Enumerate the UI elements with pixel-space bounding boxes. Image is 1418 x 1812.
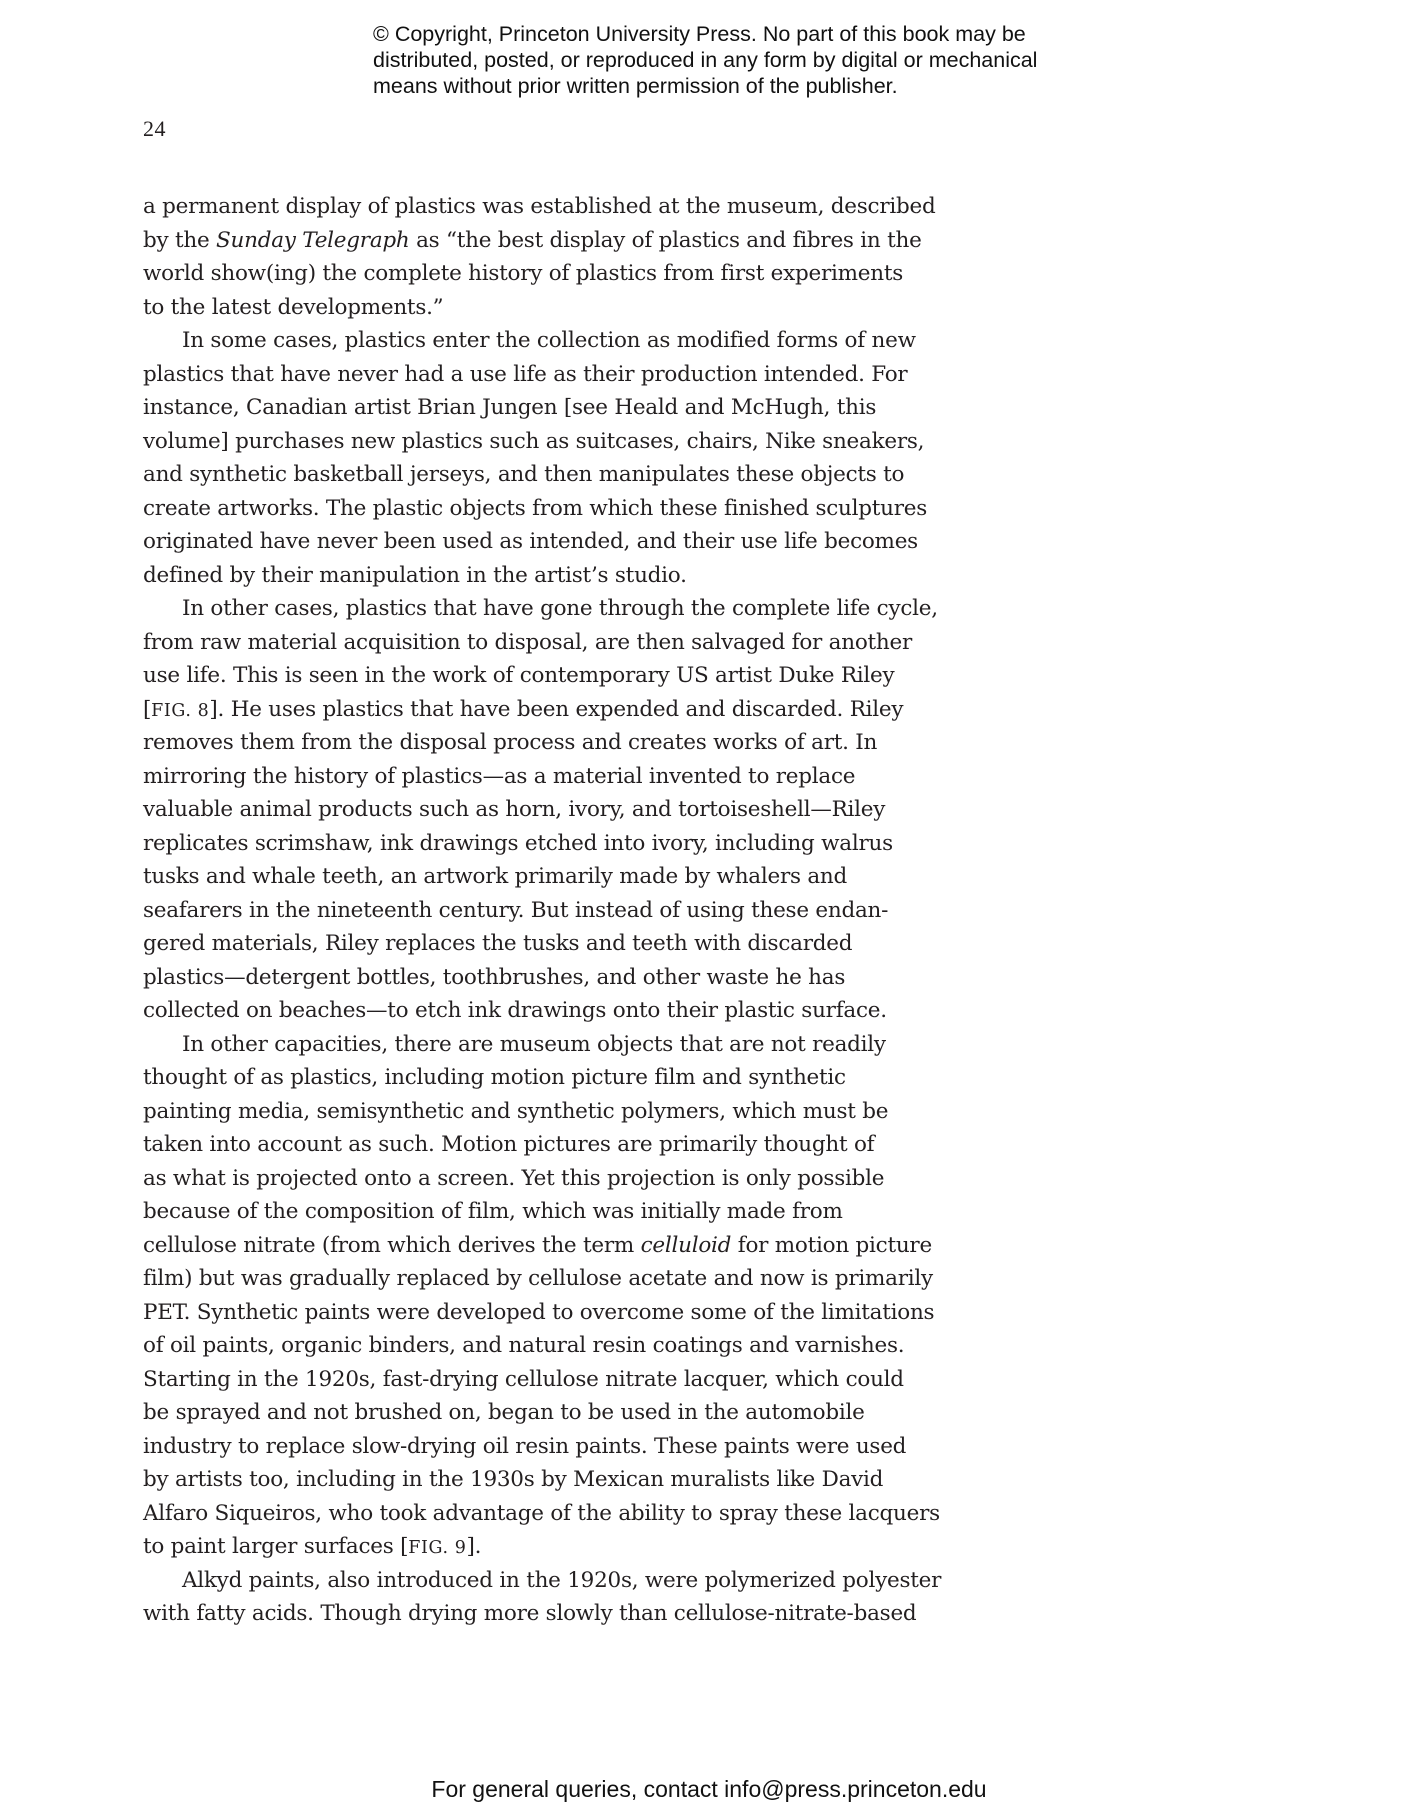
text-line (143, 1229, 983, 1263)
text-line (143, 793, 983, 827)
text-segment: replicates scrimshaw, ink drawings etched into ivory, including walrus (143, 830, 893, 856)
text-segment: as what is projected onto a screen. Yet this projection is only possible (143, 1165, 885, 1191)
text-segment: industry to replace slow-drying oil resin paints. These paints were used (143, 1433, 907, 1459)
text-segment: of oil paints, organic binders, and natural resin coatings and varnishes. (143, 1333, 905, 1358)
figure-reference: FIG. 8 (151, 700, 210, 721)
text-line (143, 1128, 983, 1162)
text-segment: Alfaro Siqueiros, who took advantage of the ability to spray these lacquers (143, 1500, 940, 1526)
text-line (143, 894, 983, 928)
text-segment: valuable animal products such as horn, ivory, and tortoiseshell—Riley (143, 797, 886, 822)
text-segment: plastics that have never had a use life as their production intended. For (143, 361, 908, 387)
text-segment: In other capacities, there are museum objects that are not readily (182, 1031, 886, 1057)
text-segment: with fatty acids. Though drying more slowly than cellulose-nitrate-based (143, 1601, 917, 1626)
body-text (143, 190, 983, 1631)
text-segment: ]. He uses plastics that have been expended and discarded. Riley (209, 696, 904, 722)
page-number: 24 (143, 116, 166, 141)
text-line (143, 1463, 983, 1497)
copyright-line: © Copyright, Princeton University Press. No part of this book may be (373, 22, 1026, 46)
text-segment: by artists too, including in the 1930s by Mexican muralists like David (143, 1467, 884, 1492)
text-segment: [ (143, 696, 152, 722)
paragraph-first-line (143, 324, 983, 358)
text-segment: PET. Synthetic paints were developed to overcome some of the limitations (143, 1299, 935, 1325)
text-line (143, 1396, 983, 1430)
text-segment: to the latest developments.” (143, 294, 444, 320)
text-segment: world show(ing) the complete history of plastics from first experiments (143, 261, 904, 286)
text-line (143, 1296, 983, 1330)
text-line (143, 425, 983, 459)
text-line (143, 1195, 983, 1229)
text-segment: collected on beaches—to etch ink drawings onto their plastic surface. (143, 998, 887, 1023)
text-segment: as “the best display of plastics and fibres in the (409, 227, 922, 253)
text-segment: from raw material acquisition to disposal, are then salvaged for another (143, 629, 913, 655)
text-line (143, 1061, 983, 1095)
text-line (143, 257, 983, 291)
text-segment: for motion picture (731, 1232, 932, 1258)
text-line (143, 927, 983, 961)
text-line (143, 827, 983, 861)
text-line (143, 961, 983, 995)
text-line (143, 358, 983, 392)
text-segment: create artworks. The plastic objects from which these finished sculptures (143, 495, 928, 521)
text-line (143, 726, 983, 760)
text-segment: because of the composition of film, which was initially made from (143, 1199, 843, 1224)
text-line (143, 391, 983, 425)
text-segment: seafarers in the nineteenth century. But instead of using these endan- (143, 897, 889, 923)
text-segment: use life. This is seen in the work of contemporary US artist Duke Riley (143, 663, 895, 688)
text-line (143, 1430, 983, 1464)
text-segment: a permanent display of plastics was established at the museum, described (143, 194, 936, 219)
text-line (143, 559, 983, 593)
text-line (143, 525, 983, 559)
text-segment: originated have never been used as intended, and their use life becomes (143, 529, 918, 554)
text-segment: plastics—detergent bottles, toothbrushes, and other waste he has (143, 964, 846, 990)
text-line (143, 1530, 983, 1564)
text-line (143, 1095, 983, 1129)
text-segment: removes them from the disposal process and creates works of art. In (143, 730, 878, 755)
text-segment: ]. (466, 1534, 482, 1559)
text-segment: cellulose nitrate (from which derives the term (143, 1232, 641, 1258)
text-segment: volume] purchases new plastics such as suitcases, chairs, Nike sneakers, (143, 428, 925, 454)
text-segment: mirroring the history of plastics—as a material invented to replace (143, 763, 856, 789)
text-line (143, 626, 983, 660)
paragraph-first-line (143, 592, 983, 626)
text-segment: painting media, semisynthetic and synthetic polymers, which must be (143, 1098, 889, 1124)
text-segment: be sprayed and not brushed on, began to be used in the automobile (143, 1400, 865, 1425)
text-line (143, 1262, 983, 1296)
text-segment: and synthetic basketball jerseys, and then manipulates these objects to (143, 462, 905, 487)
text-line (143, 1363, 983, 1397)
text-line (143, 458, 983, 492)
italic-term: celluloid (640, 1232, 732, 1258)
text-segment: defined by their manipulation in the artist’s studio. (143, 562, 687, 588)
text-line (143, 224, 983, 258)
text-segment: film) but was gradually replaced by cellulose acetate and now is primarily (143, 1266, 933, 1291)
text-segment: tusks and whale teeth, an artwork primarily made by whalers and (143, 864, 848, 889)
text-line (143, 1597, 983, 1631)
text-line (143, 693, 983, 727)
copyright-line: means without prior written permission of the publisher. (373, 74, 898, 98)
paragraph-first-line (143, 1028, 983, 1062)
text-segment: In other cases, plastics that have gone through the complete life cycle, (182, 596, 938, 621)
copyright-line: distributed, posted, or reproduced in any form by digital or mechanical (373, 48, 1038, 72)
text-segment: In some cases, plastics enter the collection as modified forms of new (182, 328, 916, 353)
text-line (143, 291, 983, 325)
text-line (143, 659, 983, 693)
text-line (143, 1162, 983, 1196)
text-line (143, 492, 983, 526)
text-line (143, 190, 983, 224)
text-segment: Alkyd paints, also introduced in the 1920s, were polymerized polyester (182, 1567, 942, 1593)
text-segment: gered materials, Riley replaces the tusks and teeth with discarded (143, 931, 853, 956)
text-line (143, 860, 983, 894)
text-segment: Starting in the 1920s, fast-drying cellulose nitrate lacquer, which could (143, 1366, 904, 1392)
footer-contact: For general queries, contact info@press.princeton.edu (431, 1776, 987, 1802)
text-segment: taken into account as such. Motion pictures are primarily thought of (143, 1132, 875, 1157)
text-segment: instance, Canadian artist Brian Jungen [see Heald and McHugh, this (143, 395, 877, 420)
copyright-notice (373, 21, 1093, 99)
paragraph-first-line (143, 1564, 983, 1598)
text-line (143, 1329, 983, 1363)
text-line (143, 1497, 983, 1531)
text-segment: by the (143, 227, 217, 253)
figure-reference: FIG. 9 (408, 1538, 467, 1558)
text-line (143, 760, 983, 794)
text-line (143, 994, 983, 1028)
text-segment: to paint larger surfaces [ (143, 1534, 409, 1559)
text-segment: thought of as plastics, including motion picture film and synthetic (143, 1065, 846, 1090)
italic-term: Sunday Telegraph (216, 227, 410, 253)
